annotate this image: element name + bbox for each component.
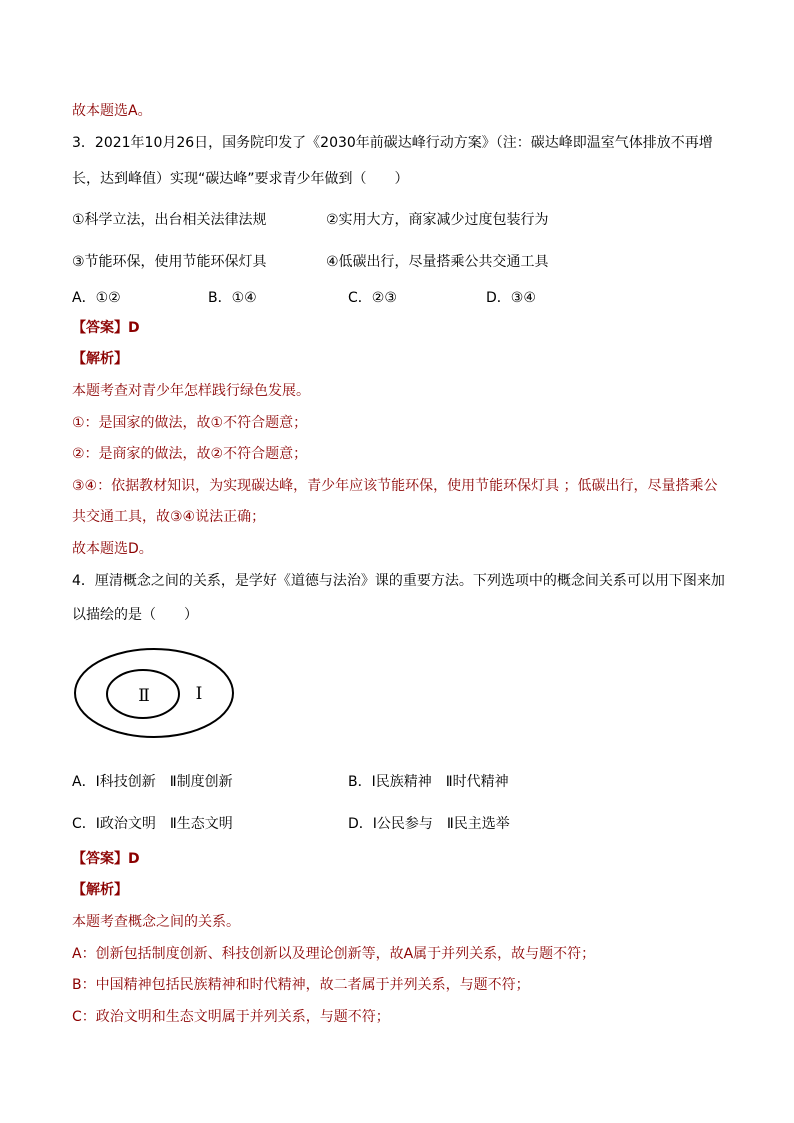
outer-ellipse	[75, 649, 233, 737]
q3-stem-line2: 长，达到峰值）实现“碳达峰”要求青少年做到（ ）	[72, 171, 409, 187]
q3-answer: 【答案】D	[72, 320, 140, 336]
q3-choice-d: D．③④	[486, 290, 536, 306]
q3-choice-c: C．②③	[348, 290, 397, 306]
q3-choice-b: B．①④	[208, 290, 257, 306]
q3-item-2: ②实用大方，商家减少过度包装行为	[326, 212, 549, 228]
q4-analysis-a: A：创新包括制度创新、科技创新以及理论创新等，故A属于并列关系，故与题不符；	[72, 946, 596, 962]
q3-item-4: ④低碳出行，尽量搭乘公共交通工具	[326, 254, 549, 270]
q4-answer: 【答案】D	[72, 851, 140, 867]
q4-choice-b: B．Ⅰ民族精神 Ⅱ时代精神	[348, 774, 509, 790]
q3-analysis-item-34-line2: 共交通工具，故③④说法正确；	[72, 509, 266, 525]
q4-stem-line2: 以描绘的是（ ）	[72, 607, 198, 623]
q4-analysis-b: B：中国精神包括民族精神和时代精神，故二者属于并列关系，与题不符；	[72, 977, 530, 993]
q4-analysis-intro: 本题考查概念之间的关系。	[72, 914, 240, 930]
q3-analysis-intro: 本题考查对青少年怎样践行绿色发展。	[72, 383, 310, 399]
q4-stem-line1: 4．厘清概念之间的关系，是学好《道德与法治》课的重要方法。下列选项中的概念间关系可以用下图来加	[72, 573, 725, 589]
q3-analysis-item-1: ①：是国家的做法，故①不符合题意；	[72, 415, 308, 431]
q3-analysis-heading: 【解析】	[72, 351, 128, 367]
q4-analysis-heading: 【解析】	[72, 882, 128, 898]
outer-label: Ⅰ	[195, 684, 203, 704]
q4-choice-c: C．Ⅰ政治文明 Ⅱ生态文明	[72, 816, 233, 832]
q3-item-3: ③节能环保，使用节能环保灯具	[72, 254, 267, 270]
previous-conclusion: 故本题选A。	[72, 103, 152, 119]
q3-analysis-item-2: ②：是商家的做法，故②不符合题意；	[72, 446, 308, 462]
concept-relationship-diagram	[72, 640, 242, 740]
q3-analysis-item-34-line1: ③④：依据教材知识，为实现碳达峰，青少年应该节能环保，使用节能环保灯具 ；低碳出行，尽量搭乘公	[72, 478, 718, 494]
q3-item-1: ①科学立法，出台相关法律法规	[72, 212, 267, 228]
q4-choice-a: A．Ⅰ科技创新 Ⅱ制度创新	[72, 774, 233, 790]
q3-conclusion: 故本题选D。	[72, 541, 153, 557]
q3-choice-a: A．①②	[72, 290, 121, 306]
q4-analysis-c: C：政治文明和生态文明属于并列关系，与题不符；	[72, 1009, 390, 1025]
inner-label: Ⅱ	[138, 686, 150, 706]
q3-stem-line1: 3．2021年10月26日，国务院印发了《2030年前碳达峰行动方案》（注：碳达峰即温室气体排放不再增	[72, 135, 713, 151]
q4-choice-d: D．Ⅰ公民参与 Ⅱ民主选举	[348, 816, 510, 832]
